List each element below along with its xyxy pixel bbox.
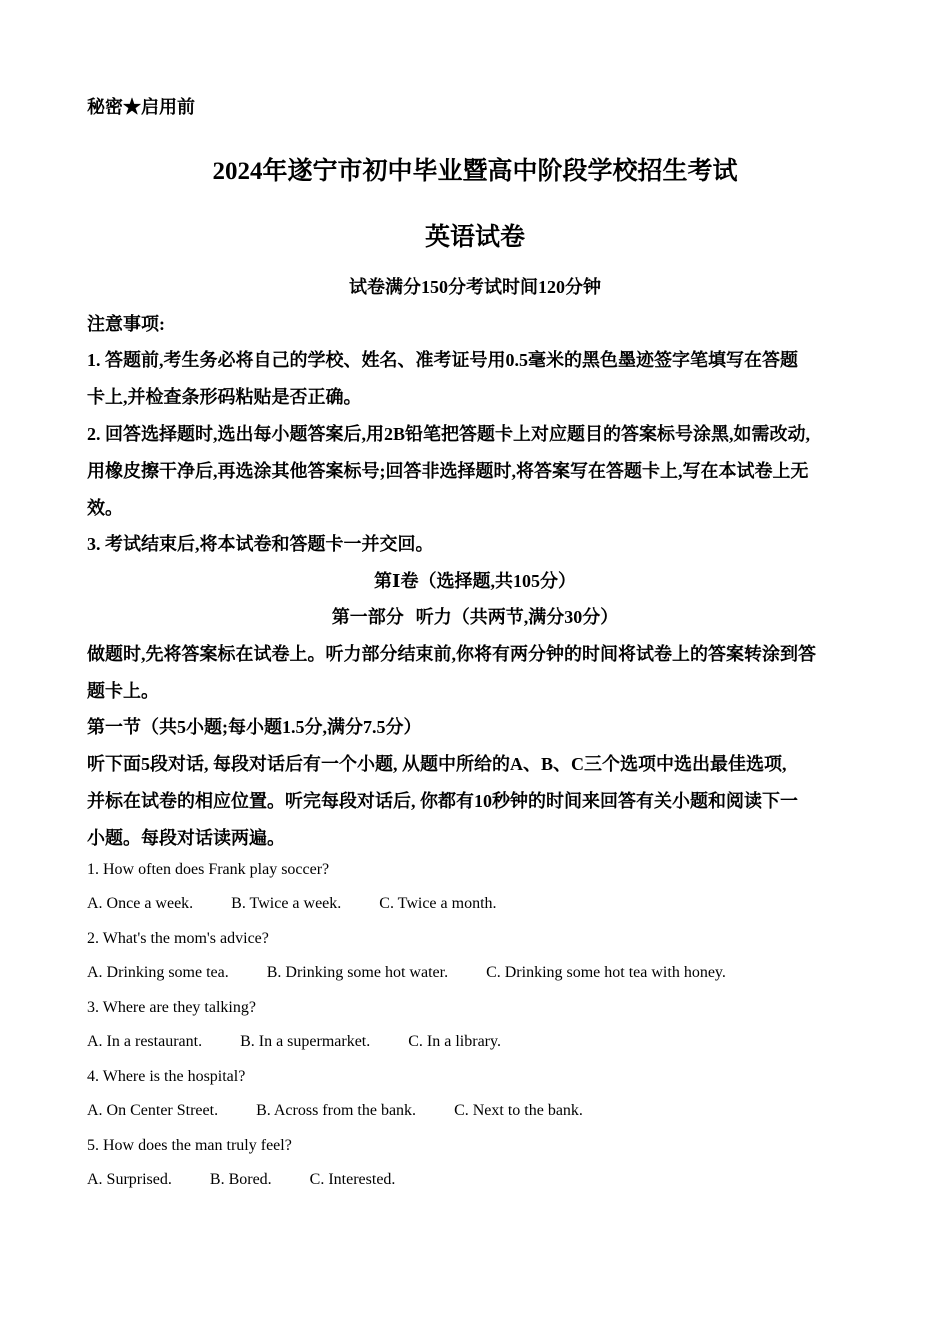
- option-a: A. Surprised.: [87, 1171, 172, 1188]
- question-1-options: [87, 895, 535, 913]
- question-3-options: [87, 1033, 539, 1051]
- note-1-line-1: 1. 答题前,考生务必将自己的学校、姓名、准考证号用0.5毫米的黑色墨迹签字笔填写在答题: [87, 350, 798, 370]
- option-b: B. In a supermarket.: [240, 1033, 371, 1050]
- option-a: A. Drinking some tea.: [87, 964, 229, 981]
- option-b: B. Twice a week.: [231, 895, 342, 912]
- exam-info: 试卷满分150分考试时间120分钟: [349, 277, 601, 297]
- section-1-instructions-line-1: 听下面5段对话, 每段对话后有一个小题, 从题中所给的A、B、C三个选项中选出最佳选项,: [87, 754, 787, 774]
- exam-title: 2024年遂宁市初中毕业暨高中阶段学校招生考试: [212, 158, 738, 185]
- option-b: B. Bored.: [209, 1171, 272, 1188]
- section-1-instructions-line-3: 小题。每段对话读两遍。: [87, 828, 285, 848]
- option-c: C. Interested.: [309, 1171, 396, 1188]
- part-1-title: 听力（共两节,满分30分）: [415, 607, 619, 627]
- question-4: 4. Where is the hospital?: [87, 1068, 246, 1085]
- section-1-heading: 第一节（共5小题;每小题1.5分,满分7.5分）: [87, 717, 422, 737]
- volume-heading: 第Ⅰ卷（选择题,共105分）: [374, 571, 576, 591]
- note-2-line-2: 用橡皮擦干净后,再选涂其他答案标号;回答非选择题时,将答案写在答题卡上,写在本试卷上无: [87, 461, 809, 481]
- note-3: 3. 考试结束后,将本试卷和答题卡一并交回。: [87, 534, 434, 554]
- option-c: C. Twice a month.: [379, 895, 497, 912]
- option-b: B. Across from the bank.: [256, 1102, 417, 1119]
- note-2-line-3: 效。: [87, 498, 123, 518]
- subject-title: 英语试卷: [424, 224, 525, 251]
- option-c: C. In a library.: [408, 1033, 501, 1050]
- option-b: B. Drinking some hot water.: [266, 964, 449, 981]
- question-3: 3. Where are they talking?: [87, 999, 256, 1016]
- option-a: A. Once a week.: [87, 895, 194, 912]
- part-1-label: 第一部分: [331, 607, 404, 627]
- note-1-line-2: 卡上,并检查条形码粘贴是否正确。: [87, 387, 362, 407]
- section-1-instructions-line-2: 并标在试卷的相应位置。听完每段对话后, 你都有10秒钟的时间来回答有关小题和阅读下一: [87, 791, 798, 811]
- confidential-label: 秘密★启用前: [87, 97, 195, 117]
- question-1: 1. How often does Frank play soccer?: [87, 861, 330, 878]
- question-4-options: [87, 1102, 621, 1120]
- note-2-line-1: 2. 回答选择题时,选出每小题答案后,用2B铅笔把答题卡上对应题目的答案标号涂黑,如需改动,: [87, 424, 811, 444]
- notes-heading: 注意事项:: [87, 314, 165, 334]
- option-a: A. On Center Street.: [87, 1102, 219, 1119]
- listening-instructions-line-2: 题卡上。: [87, 681, 159, 701]
- part-1-heading: [0, 603, 950, 629]
- question-2: 2. What's the mom's advice?: [87, 930, 269, 947]
- question-5-options: [87, 1171, 433, 1189]
- listening-instructions-line-1: 做题时,先将答案标在试卷上。听力部分结束前,你将有两分钟的时间将试卷上的答案转涂到答: [87, 644, 816, 664]
- option-c: C. Drinking some hot tea with honey.: [486, 964, 726, 981]
- option-c: C. Next to the bank.: [454, 1102, 583, 1119]
- question-2-options: [87, 964, 764, 982]
- option-a: A. In a restaurant.: [87, 1033, 203, 1050]
- question-5: 5. How does the man truly feel?: [87, 1137, 292, 1154]
